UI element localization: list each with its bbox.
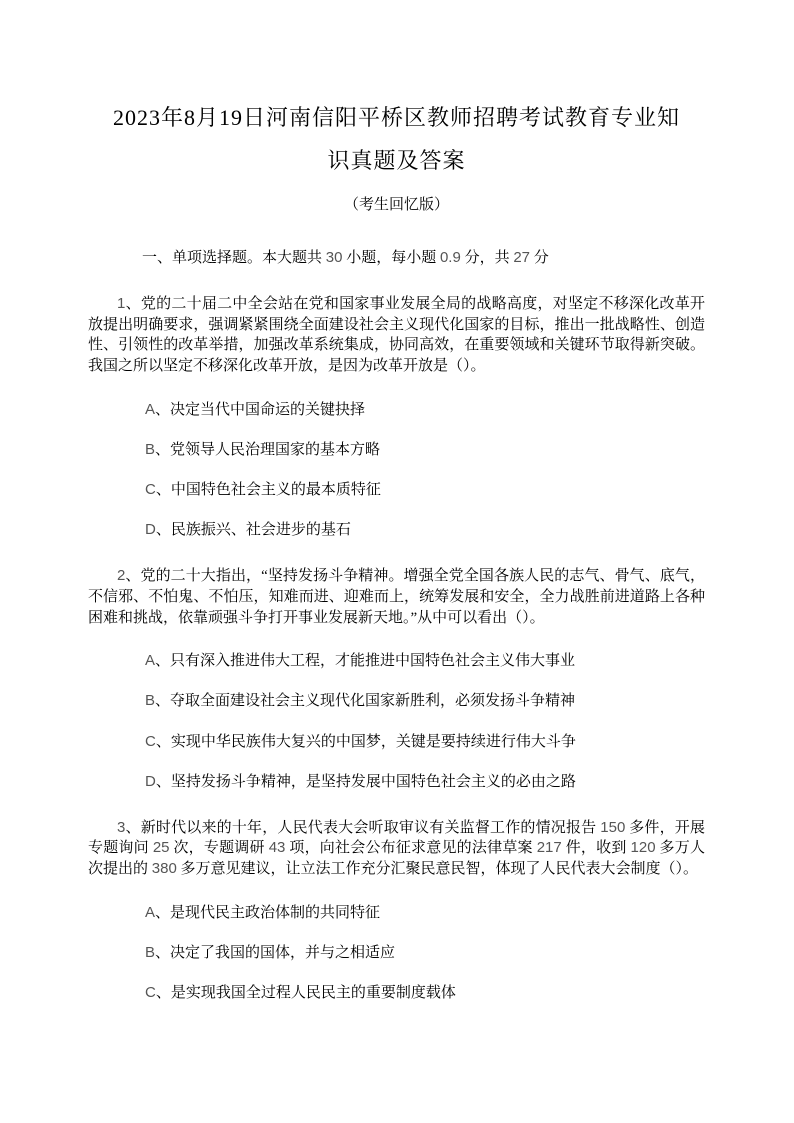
question-1 [88, 294, 705, 541]
document-title-line-2: 识真题及答案 [327, 148, 466, 173]
question-1-option-a: A、决定当代中国命运的关键抉择 [145, 400, 366, 418]
question-2-stem: 2、党的二十大指出，“坚持发扬斗争精神。增强全党全国各族人民的志气、骨气、底气，不信邪、不怕鬼、不怕压，知难而进、迎难而上，统筹发展和安全，全力战胜前进道路上各种困难和挑战，依靠顽强斗争打开事业发展新天地。”从中可以看出（）。 [88, 567, 705, 626]
question-2 [88, 566, 705, 792]
document-subtitle: （考生回忆版） [343, 197, 449, 213]
question-3-option-a: A、是现代民主政治体制的共同特征 [145, 903, 381, 921]
document-title-line-1: 2023年8月19日河南信阳平桥区教师招聘考试教育专业知 [112, 105, 680, 130]
question-2-option-d: D、坚持发扬斗争精神，是坚持发展中国特色社会主义的必由之路 [145, 772, 576, 790]
question-1-option-b: B、党领导人民治理国家的基本方略 [145, 441, 381, 459]
document-title [88, 96, 705, 182]
question-3-option-c: C、是实现我国全过程人民民主的重要制度载体 [145, 984, 456, 1002]
question-1-option-c: C、中国特色社会主义的最本质特征 [145, 481, 381, 499]
question-2-option-a: A、只有深入推进伟大工程，才能推进中国特色社会主义伟大事业 [145, 652, 576, 670]
question-3-stem: 3、新时代以来的十年，人民代表大会听取审议有关监督工作的情况报告 150 多件，开展专题询问 25 次，专题调研 43 项，向社会公布征求意见的法律草案 217 件，收到 120 多万人次提出的 380 多万意见建议，让立法工作充分汇聚民意民智，体现了人民代表大会制度（）。 [88, 818, 705, 877]
question-2-option-b: B、夺取全面建设社会主义现代化国家新胜利，必须发扬斗争精神 [145, 692, 576, 710]
question-1-option-d: D、民族振兴、社会进步的基石 [145, 521, 351, 539]
question-1-stem: 1、党的二十届二中全会站在党和国家事业发展全局的战略高度，对坚定不移深化改革开放提出明确要求，强调紧紧围绕全面建设社会主义现代化国家的目标，推出一批战略性、创造性、引领性的改革举措，加强改革系统集成，协同高效，在重要领域和关键环节取得新突破。我国之所以坚定不移深化改革开放，是因为改革开放是（）。 [88, 295, 705, 375]
question-3-option-b: B、决定了我国的国体，并与之相适应 [145, 943, 396, 961]
question-2-option-c: C、实现中华民族伟大复兴的中国梦，关键是要持续进行伟大斗争 [145, 732, 576, 750]
question-3 [88, 818, 705, 1004]
section-header-single-choice: 一、单项选择题。本大题共 30 小题，每小题 0.9 分，共 27 分 [142, 249, 549, 266]
